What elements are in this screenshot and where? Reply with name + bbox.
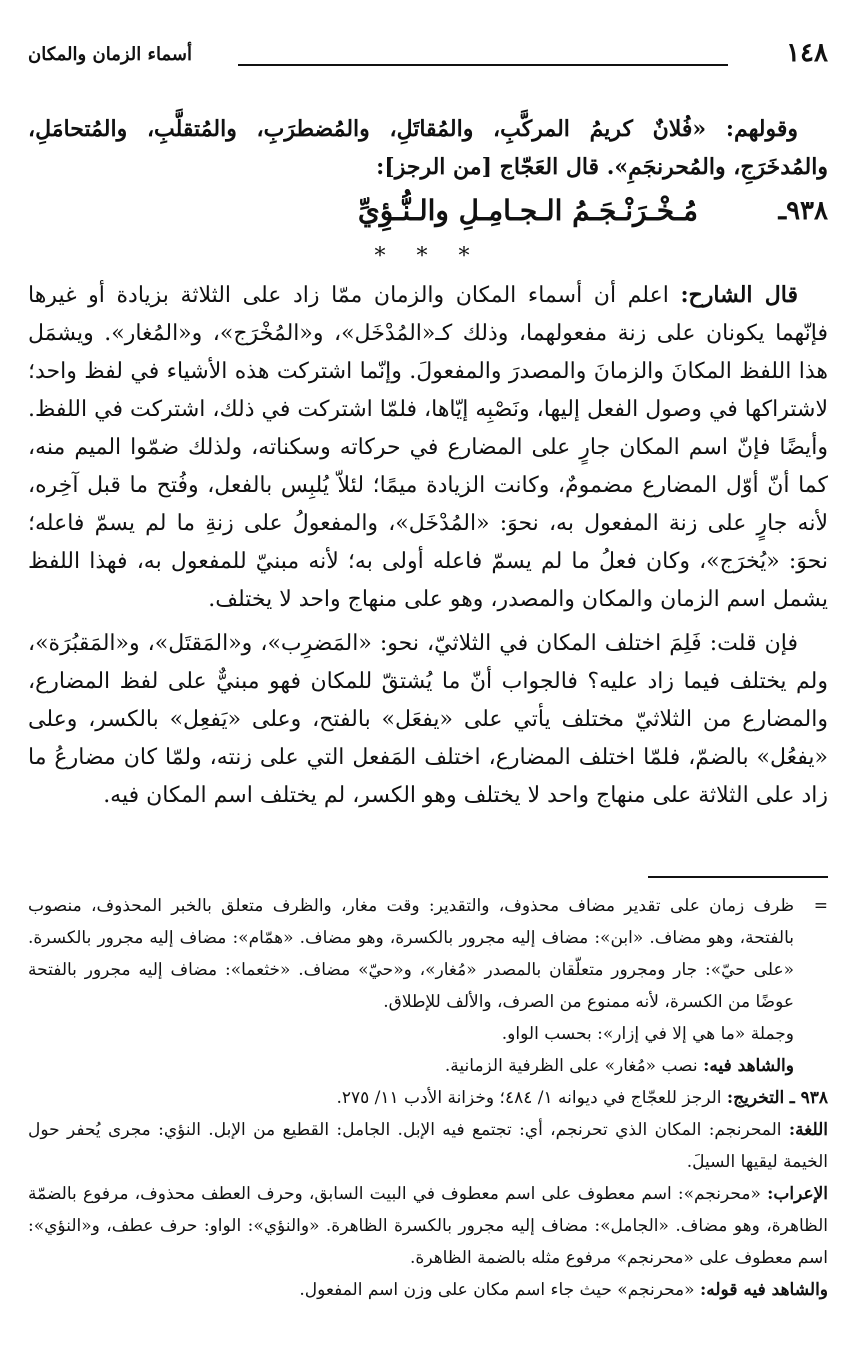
page-number: ١٤٨ (786, 38, 828, 68)
footnote-parsing (28, 1178, 828, 1274)
commentary-paragraph (28, 276, 828, 619)
footnote-entry-number: ٩٣٨ ـ (789, 1088, 828, 1108)
language-label: اللغة: (788, 1120, 828, 1140)
commentator-label: قال الشارح: (680, 282, 798, 308)
parsing-text: «محرنجم»: اسم معطوف على اسم معطوف في البيت السابق، وحرف العطف محذوف، مرفوع بالضمّة الظاهرة، وهو مضاف. «الجامل»: مضاف إليه مجرور بالكسرة الظاهرة. «والنؤي»: الواو: حرف عطف، و«النؤي»: اسم معطوف على «محرنجم» مرفوع مثله بالضمة الظاهرة. (28, 1184, 828, 1268)
verse-text: مُـخْـرَنْـجَـمُ الـجـامِـلِ والـنُّـؤِيِّ (357, 194, 698, 227)
question-paragraph: فإن قلت: فَلِمَ اختلف المكان في الثلاثيّ، نحو: «المَضرِب»، و«المَقتَل»، و«المَقبُرَة»، ولم يختلف فيما زاد عليه؟ فالجواب أنّ ما يُشتقّ للمكان فهو مبنيٌّ على لفظ المضارع، والمضارع من الثلاثيّ مختلف يأتي على «يفعَل» بالفتح، وعلى «يَفعِل» بالكسر، وعلى «يفعُل» بالضمّ، فلمّا اختلف المضارع، اختلف المَفعل التي على زنته، ولمّا كان مضارعُ ما زاد على الثلاثة على منهاج واحد لا يختلف وهو الكسر، لم يختلف اسم المكان فيه. (28, 631, 828, 808)
footnote-language (28, 1114, 828, 1178)
page-header (28, 38, 828, 82)
evidence2-text: «محرنجم» حيث جاء اسم مكان على وزن اسم المفعول. (299, 1280, 695, 1300)
header-rule (238, 64, 728, 66)
footnote-evidence-2 (28, 1274, 828, 1306)
language-text: المحرنجم: المكان الذي تحرنجم، أي: تجتمع فيه الإبل. الجامل: القطيع من الإبل. النؤي: مجرى يُحفر حول الخيمة ليقيها السيلَ. (28, 1120, 828, 1172)
parsing-label: الإعراب: (767, 1184, 829, 1204)
footnote-evidence (28, 1050, 828, 1082)
footnote-sentence-note: وجملة «ما هي إلا في إزار»: بحسب الواو. (501, 1024, 794, 1044)
commentary-text: اعلم أن أسماء المكان والزمان ممّا زاد على الثلاثة بزيادة أو غيرها فإنّهما يكونان على زنة مفعولهما، وذلك كـ«المُدْخَل»، و«المُخْرَج»، و«المُغار». ويشمَل هذا اللفظ المكانَ والزمانَ والمصدرَ والمفعولَ. وإنّما اشتركت هذه الأشياء في لفظ واحد؛ لاشتراكها في وصول الفعل إليها، ونَصْبِه إيّاها، فلمّا اشتركت في ذلك، اشتركت في اللفظ. وأيضًا فإنّ اسم المكان جارٍ على المضارع في حركاته وسكناته، ولذلك ضمّوا الميم منه، كما أنّ أوّل المضارع مضمومٌ، وكانت الزيادة ميمًا؛ لئلاّ يُلبِس بالفعل، وفُتح ما قبل آخِره، لأنه جارٍ على زنة المفعول به، نحوَ: «المُدْخَل»، والمفعولُ على زنةِ ما لم يسمّ فاعله؛ نحوَ: «يُخرَج»، وكان فعلُ ما لم يسمّ فاعله أولى به؛ لأنه مبنيّ للمفعول به، فهذا اللفظ يشمل اسم الزمان والمكان والمصدر، وهو على منهاج واحد لا يختلف. (28, 283, 829, 612)
intro-paragraph: وقولهم: «فُلانٌ كريمُ المركَّبِ، والمُقاتَلِ، والمُضطرَبِ، والمُتقلَّبِ، والمُتحامَلِ، والمُدخَرَجِ، والمُحرنجَمِ». قال العَجّاج [من الرجز]: (28, 116, 828, 180)
verse-line (28, 192, 828, 242)
evidence-label: والشاهد فيه: (703, 1056, 794, 1076)
verse-number: ٩٣٨ـ (778, 196, 828, 226)
footnote-sourcing (28, 1082, 828, 1114)
sourcing-text: الرجز للعجّاج في ديوانه ١/ ٤٨٤؛ وخزانة الأدب ١١/ ٢٧٥. (336, 1088, 722, 1108)
document-page (28, 28, 828, 1348)
sourcing-label: التخريج: (726, 1088, 785, 1108)
main-text (28, 110, 828, 815)
footnotes (28, 890, 828, 1306)
footnote-rule (648, 876, 828, 878)
evidence-text: نصب «مُغار» على الظرفية الزمانية. (444, 1056, 698, 1076)
footnote-continued-text: ظرف زمان على تقدير مضاف محذوف، والتقدير: وقت مغار، والظرف متعلق بالخبر المحذوف، منصوب بالفتحة، وهو مضاف. «ابن»: مضاف إليه مجرور بالكسرة، وهو مضاف. «همّام»: مضاف إليه مجرور بالكسرة. «على حيّ»: جار ومجرور متعلّقان بالمصدر «مُغار»، و«حيّ» مضاف. «خثعما»: مضاف إليه مجرور بالفتحة عوضًا من الكسرة، لأنه ممنوع من الصرف، والألف للإطلاق. (28, 896, 794, 1012)
chapter-title: أسماء الزمان والمكان (28, 44, 192, 65)
footnote-continued (28, 890, 828, 1018)
evidence2-label: والشاهد فيه قوله: (699, 1280, 828, 1300)
section-separator: * * * (374, 244, 482, 269)
continuation-mark: = (813, 896, 828, 916)
